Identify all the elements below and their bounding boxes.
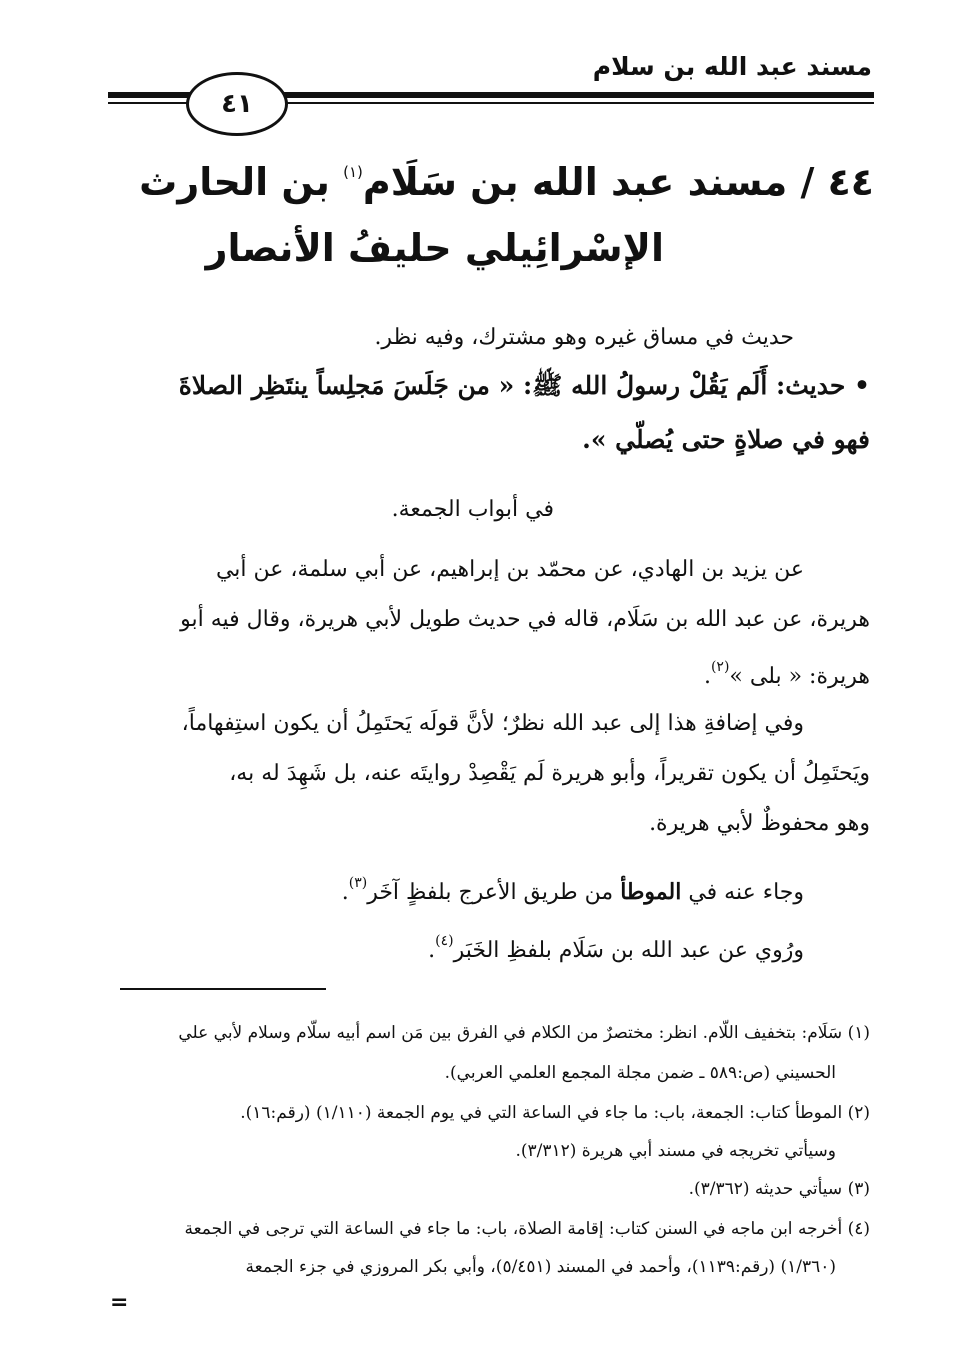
- hadith-line-1: [108, 362, 870, 409]
- isnad-line-3-text: هريرة: « بلى »: [729, 664, 870, 689]
- period: .: [703, 664, 711, 689]
- commentary-line-2: ويَحتَمِلُ أن يكون تقريراً، وأبو هريرة لَم يَقْصِدْ روايتَه عنه، بل شَهِدَ له به،: [229, 761, 870, 786]
- muwatta-title: الموطأ: [620, 879, 682, 905]
- intro-paragraph: حديث في مساق غيره وهو مشترك، وفيه نظر.: [374, 325, 794, 350]
- chapter-title-line-1: [100, 160, 874, 204]
- footnote-separator: [120, 988, 326, 990]
- chapter-title-text: ٤٤ / مسند عبد الله بن سَلَام: [362, 160, 874, 204]
- isnad-line-3: [108, 644, 870, 700]
- footnote-4-line-2: (١/٣٦٠) (رقم:١١٣٩)، وأحمد في المسند (٥/٤٥١)، وأبي بكر المروزي في جزء الجمعة: [245, 1257, 836, 1277]
- isnad-line-2: هريرة، عن عبد الله بن سَلَام، قاله في حديث طويل لأبي هريرة، وقال فيه أبو: [180, 607, 870, 632]
- footnote-4-line-1: (٤) أخرجه ابن ماجه في السنن كتاب: إقامة الصلاة، باب: ما جاء في الساعة التي ترجى في الجمعة: [184, 1219, 870, 1239]
- period: .: [341, 880, 349, 905]
- muwatta-line: [108, 860, 804, 916]
- riwaya-line: [108, 918, 804, 974]
- footnote-2-line-1: (٢) الموطأ كتاب: الجمعة، باب: ما جاء في الساعة التي في يوم الجمعة (١/١١٠) (رقم:١٦).: [240, 1103, 870, 1123]
- chapter-title-end: بن الحارث: [139, 160, 344, 204]
- page-number-text: ٤١: [221, 89, 253, 119]
- hadith-line-2: فهو في صلاةٍ حتى يُصلّي ».: [582, 425, 870, 454]
- muwatta-line-start: وجاء عنه في: [681, 880, 804, 905]
- commentary-line-1: وفي إضافةِ هذا إلى عبد الله نظرٌ؛ لأنَّ قولَه يَحتَمِلُ أن يكون استِفهاماً،: [181, 711, 804, 736]
- footnote-1-line-1: (١) سَلَام: بتخفيف اللّام. انظر: مختصرٌ من الكلام في الفرق بين مَن اسم أبيه سلّام وسلام لأبي علي: [178, 1023, 870, 1043]
- footnote-ref-3[interactable]: (٣): [348, 875, 368, 891]
- footnote-ref-2[interactable]: (٢): [710, 659, 730, 675]
- muwatta-line-rest: من طريق الأعرج بلفظٍ آخَر: [367, 880, 621, 905]
- hadith-text: أَلَم يَقُلْ رسولُ الله ﷺ: « من جَلَسَ مَجلِساً ينتَظِر الصلاةَ: [178, 371, 776, 400]
- footnote-2-line-2: وسيأتي تخريجه في مسند أبي هريرة (٣/٣١٢).: [515, 1141, 836, 1161]
- hadith-label: حديث:: [775, 371, 846, 400]
- page-number: [186, 72, 288, 136]
- chapter-title-line-2: الإسْرائِيلي حليفُ الأنصار: [205, 226, 664, 270]
- commentary-line-3: وهو محفوظٌ لأبي هريرة.: [649, 811, 870, 836]
- footnote-ref-4[interactable]: (٤): [435, 933, 454, 949]
- footnote-ref-1[interactable]: (١): [343, 163, 363, 181]
- isnad-line-1: عن يزيد بن الهادي، عن محمّد بن إبراهيم، عن أبي سلمة، عن أبي: [215, 557, 804, 582]
- period: .: [428, 938, 436, 963]
- riwaya-line-text: ورُوي عن عبد الله بن سَلَام بلفظِ الخَبَر: [453, 938, 804, 963]
- footnote-3: (٣) سيأتي حديثه (٣/٣٦٢).: [688, 1179, 870, 1199]
- continuation-mark: =: [110, 1290, 129, 1315]
- running-title: مسند عبد الله بن سلام: [592, 52, 872, 81]
- footnote-1-line-2: الحسيني (ص:٥٨٩ ـ ضمن مجلة المجمع العلمي العربي).: [444, 1063, 836, 1083]
- chapter-reference: في أبواب الجمعة.: [391, 497, 554, 522]
- bullet: •: [854, 371, 870, 400]
